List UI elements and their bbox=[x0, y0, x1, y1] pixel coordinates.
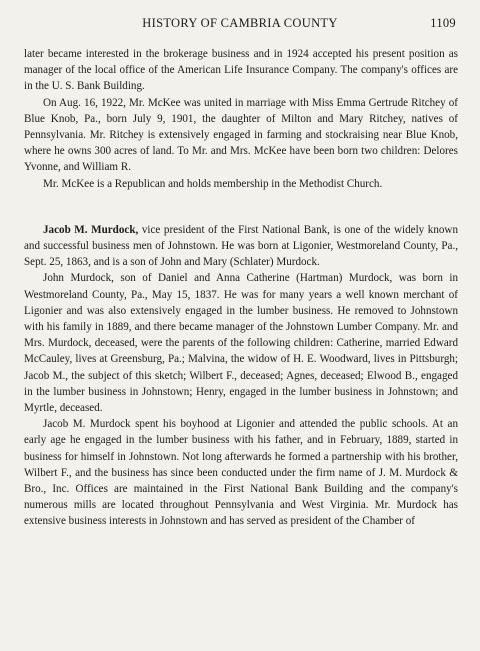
running-title: HISTORY OF CAMBRIA COUNTY bbox=[142, 16, 338, 30]
paragraph-mckee-career: later became interested in the brokerage business and in 1924 accepted his present position as manager of the local office of the American Life Insurance Company. The company's offices are in the U. S. Bank Building. bbox=[24, 48, 458, 93]
paragraph-john-murdock: John Murdock, son of Daniel and Anna Catherine (Hartman) Murdock, was born in Westmoreland County, Pa., May 15, 1837. He was for many years a well known merchant of Ligonier and was also extensively engaged in the lumber business. He removed to Johnstown with his family in 1889, and there became manager of the Johnstown Lumber Company. Mr. and Mrs. Murdock, deceased, were the parents of the following children: Catherine, married Edward McCauley, lives at Greensburg, Pa.; Malvina, the widow of H. E. Woodward, lives in Pittsburgh; Jacob M., the subject of this sketch; Wilbert F., deceased; Agnes, deceased; Elwood B., engaged in the lumber business in Johnstown; Henry, engaged in the lumber business in Johnstown; and Myrtle, deceased. bbox=[24, 272, 458, 415]
paragraph-murdock-intro bbox=[24, 222, 458, 271]
page-header bbox=[24, 16, 456, 36]
paragraph-murdock-career: Jacob M. Murdock spent his boyhood at Ligonier and attended the public schools. At an early age he engaged in the lumber business with his father, and in February, 1889, started in business for himself in Johnstown. Not long afterwards he formed a partnership with his brother, Wilbert F., and the business has since been conducted under the firm name of J. M. Murdock & Bro., Inc. Offices are maintained in the First National Bank Building and the company's numerous mills are located throughout Pennsylvania and West Virginia. Mr. Murdock has extensive business interests in Johnstown and has served as president of the Chamber of bbox=[24, 418, 458, 528]
paragraph-mckee-marriage: On Aug. 16, 1922, Mr. McKee was united in marriage with Miss Emma Gertrude Ritchey of Blue Knob, Pa., born July 9, 1901, the daughter of Milton and Mary Ritchey, natives of Pennsylvania. Mr. Ritchey is extensively engaged in farming and stockraising near Blue Knob, where he owns 300 acres of land. To Mr. and Mrs. McKee have been born two children: Delores Yvonne, and William R. bbox=[24, 96, 458, 174]
page-number: 1109 bbox=[430, 16, 456, 30]
paragraph-murdock-intro-text: vice president of the First National Bank, is one of the widely known and successful business men of Johnstown. He was born at Ligonier, Westmoreland County, Pa., Sept. 25, 1863, and is a son of John and Mary (Schlater) Murdock. bbox=[24, 223, 458, 269]
page-body bbox=[24, 46, 458, 530]
paragraph-mckee-politics: Mr. McKee is a Republican and holds membership in the Methodist Church. bbox=[43, 177, 383, 190]
biography-subject-name: Jacob M. Murdock, bbox=[43, 223, 139, 236]
